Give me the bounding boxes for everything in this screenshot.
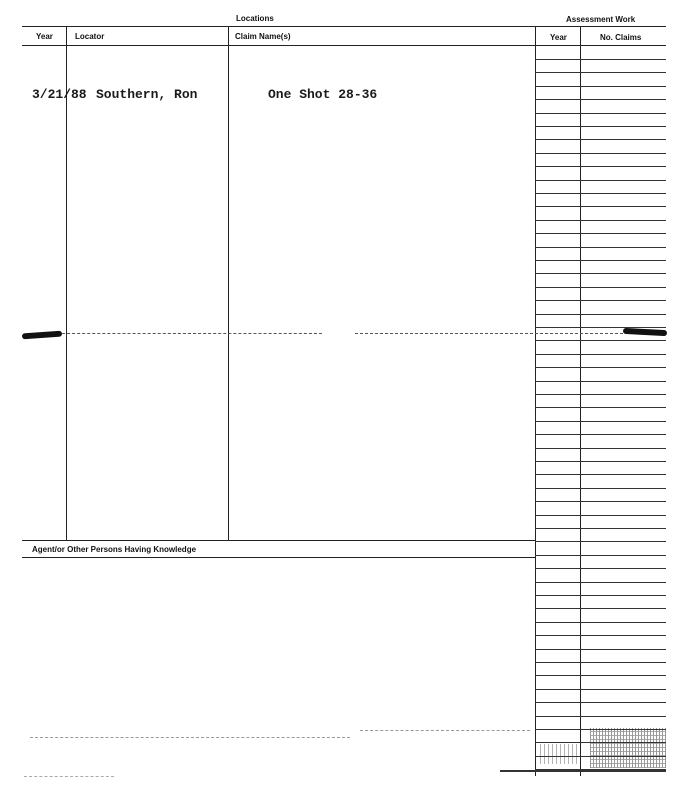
assessment-row-rule [535,729,666,730]
scan-noise-patch [590,728,666,768]
assessment-row-rule [535,461,666,462]
assessment-row-rule [535,555,666,556]
scan-artifact-line [30,737,350,738]
assessment-row-rule [535,247,666,248]
assessment-row-rule [535,407,666,408]
scan-noise-patch-small [540,744,580,764]
fold-line-right [355,333,623,334]
assessment-row-rule [535,260,666,261]
assessment-row-rule [535,233,666,234]
fold-line [62,333,322,334]
entry-claim-name: One Shot 28-36 [268,87,378,102]
assessment-row-rule [535,434,666,435]
assessment-row-rule [535,501,666,502]
assessment-row-rule [535,126,666,127]
assessment-row-rule [535,515,666,516]
assessment-row-rule [535,193,666,194]
locations-heading: Locations [236,14,274,23]
assessment-row-rule [535,59,666,60]
assessment-row-rule [535,662,666,663]
assessment-year-column-header: Year [550,33,567,42]
assessment-row-rule [535,314,666,315]
assessment-row-rule [535,394,666,395]
assessment-row-rule [535,568,666,569]
assessment-work-heading: Assessment Work [566,15,636,24]
assessment-row-rule [535,541,666,542]
assessment-row-rule [535,622,666,623]
entry-date: 3/21/88 [32,87,87,102]
assessment-row-rule [535,354,666,355]
assessment-row-rule [535,689,666,690]
assessment-row-rule [535,635,666,636]
assessment-row-rule [535,139,666,140]
claim-names-column-header: Claim Name(s) [235,32,291,41]
assessment-row-rule [535,474,666,475]
fold-mark-left [22,331,62,340]
agent-section-rule [22,557,535,558]
locator-column-header: Locator [75,32,105,41]
locations-table-bottom-rule [22,540,535,541]
assessment-row-rule [535,528,666,529]
assessment-row-rule [535,448,666,449]
assessment-row-rule [535,716,666,717]
assessment-row-rule [535,327,666,328]
assessment-row-rule [535,367,666,368]
assessment-row-rule [535,595,666,596]
assessment-row-rule [535,113,666,114]
assessment-row-rule [535,381,666,382]
assessment-row-rule [535,608,666,609]
assessment-row-rule [535,273,666,274]
assessment-row-rule [535,99,666,100]
assessment-row-rule [535,756,666,757]
no-claims-column-header: No. Claims [600,33,642,42]
assessment-row-rule [535,206,666,207]
header-top-rule [22,26,666,27]
header-bottom-rule [22,45,666,46]
assessment-row-rule [535,86,666,87]
assessment-row-rule [535,675,666,676]
scan-artifact-line-3 [24,776,114,777]
assessment-row-rule [535,166,666,167]
assessment-row-rule [535,220,666,221]
entry-locator: Southern, Ron [96,87,198,102]
year-column-header: Year [36,32,53,41]
assessment-row-rule [535,742,666,743]
divider-locator-claim [228,26,229,541]
assessment-row-rule [535,649,666,650]
assessment-row-rule [535,582,666,583]
agent-section-label: Agent/or Other Persons Having Knowledge [32,545,197,554]
assessment-row-rule [535,300,666,301]
scan-artifact-line-2 [360,730,530,731]
assessment-row-rule [535,421,666,422]
scan-artifact-bottom-rule [500,770,666,772]
assessment-row-rule [535,287,666,288]
assessment-row-rule [535,72,666,73]
assessment-row-rule [535,180,666,181]
fold-mark-right [623,328,667,336]
assessment-row-rule [535,153,666,154]
assessment-row-rule [535,702,666,703]
assessment-row-rule [535,488,666,489]
divider-year-locator [66,26,67,541]
assessment-row-rule [535,340,666,341]
assessment-row-rule [535,769,666,770]
